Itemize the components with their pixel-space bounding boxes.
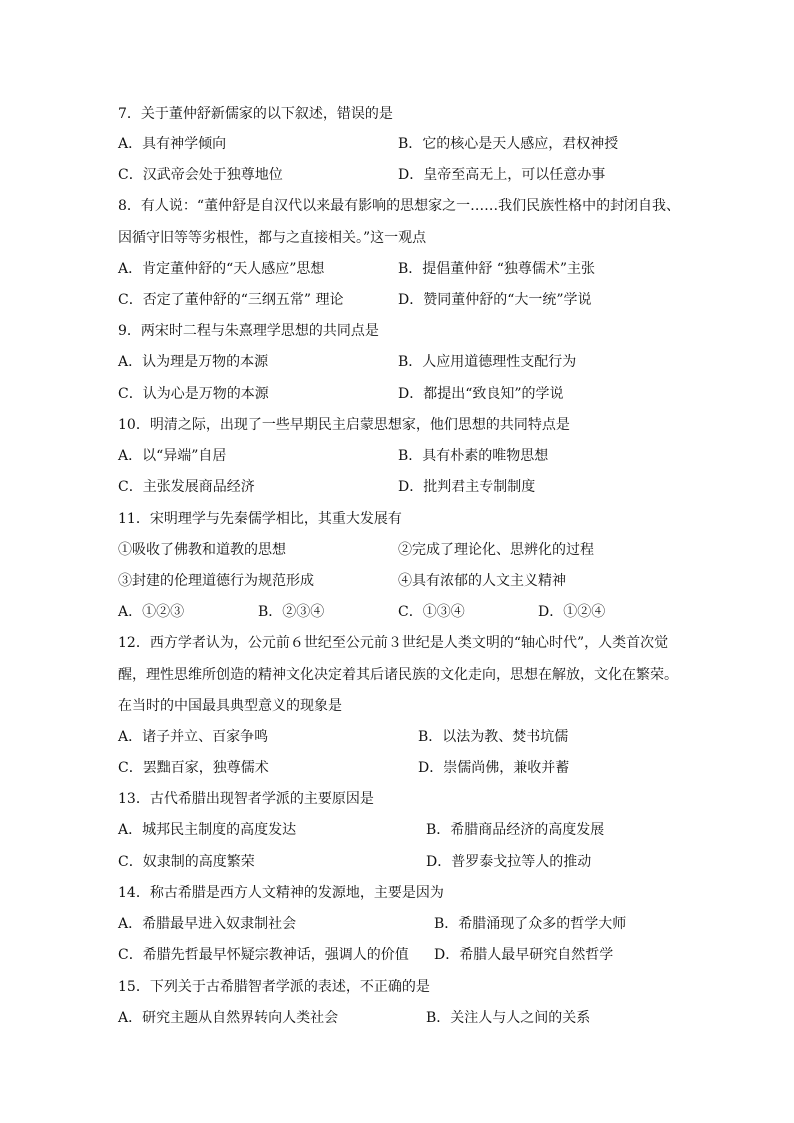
option-row	[0, 601, 794, 623]
option-b: B．人应用道德理性支配行为	[398, 354, 577, 370]
option-a: A．研究主题从自然界转向人类社会	[118, 1010, 339, 1026]
option-row	[0, 289, 794, 311]
option-a: A．①②③	[118, 604, 185, 620]
option-b: B．提倡董仲舒 “独尊儒术”主张	[398, 261, 596, 277]
question-stem: 7．关于董仲舒新儒家的以下叙述，错误的是	[118, 106, 393, 122]
question-9	[0, 320, 794, 342]
question-11	[0, 508, 794, 530]
option-b: B．它的核心是天人感应，君权神授	[398, 136, 619, 152]
question-stem: 10．明清之际，出现了一些早期民主启蒙思想家，他们思想的共同特点是	[118, 417, 570, 433]
option-a: A．具有神学倾向	[118, 136, 227, 152]
option-b: B．希腊涌现了众多的哲学大师	[434, 916, 627, 932]
option-row	[0, 851, 794, 873]
option-row	[0, 476, 794, 498]
option-c: C．认为心是万物的本源	[118, 386, 269, 402]
option-d: D．希腊人最早研究自然哲学	[434, 947, 614, 963]
option-a: A．城邦民主制度的高度发达	[118, 822, 297, 838]
option-c: C．①③④	[398, 604, 465, 620]
option-d: D．崇儒尚佛，兼收并蓄	[418, 760, 570, 776]
option-row	[0, 944, 794, 966]
option-row	[0, 819, 794, 841]
question-10	[0, 414, 794, 436]
option-d: D．皇帝至高无上，可以任意办事	[398, 167, 606, 183]
question-stem-continued	[0, 664, 794, 686]
option-c: C．希腊先哲最早怀疑宗教神话，强调人的价值	[118, 947, 409, 963]
statement-1: ①吸收了佛教和道教的思想	[118, 542, 286, 558]
question-stem-continued	[0, 227, 794, 249]
option-row	[0, 913, 794, 935]
option-d: D．普罗泰戈拉等人的推动	[426, 854, 592, 870]
question-stem-continued	[0, 695, 794, 717]
option-row	[0, 258, 794, 280]
question-stem-line-3: 在当时的中国最具典型意义的现象是	[118, 698, 342, 714]
statement-3: ③封建的伦理道德行为规范形成	[118, 573, 314, 589]
option-b: B．具有朴素的唯物思想	[398, 448, 549, 464]
question-14	[0, 882, 794, 904]
question-stem: 11．宋明理学与先秦儒学相比，其重大发展有	[118, 511, 402, 527]
option-b: B．②③④	[258, 604, 325, 620]
question-stem-line-2: 醒，理性思维所创造的精神文化决定着其后诸民族的文化走向，思想在解放，文化在繁荣。	[118, 667, 678, 683]
option-row	[0, 164, 794, 186]
option-row	[0, 351, 794, 373]
option-c: C．否定了董仲舒的“三纲五常” 理论	[118, 292, 344, 308]
option-row	[0, 383, 794, 405]
option-c: C．汉武帝会处于独尊地位	[118, 167, 283, 183]
question-stem: 14．称古希腊是西方人文精神的发源地，主要是因为	[118, 885, 444, 901]
question-13	[0, 788, 794, 810]
question-stem: 9．两宋时二程与朱熹理学思想的共同点是	[118, 323, 379, 339]
statement-row	[0, 570, 794, 592]
option-d: D．赞同董仲舒的“大一统”学说	[398, 292, 592, 308]
question-stem: 15．下列关于古希腊智者学派的表述，不正确的是	[118, 979, 430, 995]
option-a: A．肯定董仲舒的“天人感应”思想	[118, 261, 325, 277]
question-stem: 12．西方学者认为，公元前６世纪至公元前３世纪是人类文明的“轴心时代”，人类首次觉	[118, 635, 669, 651]
option-b: B．希腊商品经济的高度发展	[426, 822, 605, 838]
option-a: A．以“异端”自居	[118, 448, 227, 464]
option-b: B．关注人与人之间的关系	[426, 1010, 591, 1026]
statement-4: ④具有浓郁的人文主义精神	[398, 573, 566, 589]
option-d: D．都提出“致良知”的学说	[398, 386, 564, 402]
option-row	[0, 445, 794, 467]
option-row	[0, 133, 794, 155]
option-d: D．批判君主专制制度	[398, 479, 536, 495]
option-d: D．①②④	[538, 604, 606, 620]
option-c: C．主张发展商品经济	[118, 479, 255, 495]
question-15	[0, 976, 794, 998]
option-b: B．以法为教、焚书坑儒	[418, 729, 569, 745]
option-c: C．罢黜百家，独尊儒术	[118, 760, 269, 776]
option-a: A．诸子并立、百家争鸣	[118, 729, 269, 745]
question-stem: 13．古代希腊出现智者学派的主要原因是	[118, 791, 374, 807]
question-stem: 8．有人说：“董仲舒是自汉代以来最有影响的思想家之一……我们民族性格中的封闭自我、	[118, 198, 681, 214]
option-a: A．认为理是万物的本源	[118, 354, 269, 370]
question-stem-line-2: 因循守旧等等劣根性，都与之直接相关。”这一观点	[118, 230, 427, 246]
question-12	[0, 632, 794, 654]
statement-row	[0, 539, 794, 561]
option-row	[0, 1007, 794, 1029]
option-a: A．希腊最早进入奴隶制社会	[118, 916, 297, 932]
question-8	[0, 195, 794, 217]
option-row	[0, 757, 794, 779]
option-row	[0, 726, 794, 748]
question-7	[0, 103, 794, 125]
option-c: C．奴隶制的高度繁荣	[118, 854, 255, 870]
statement-2: ②完成了理论化、思辨化的过程	[398, 542, 594, 558]
